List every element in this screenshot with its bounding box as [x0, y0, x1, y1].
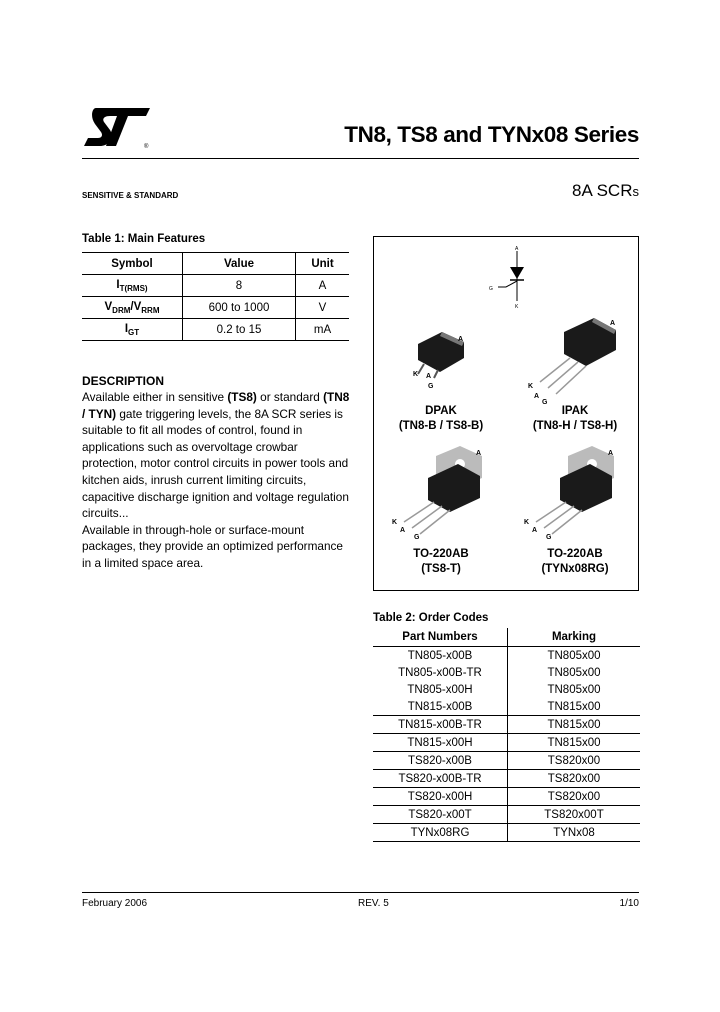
table1-caption: Table 1: Main Features: [82, 233, 206, 245]
table-row: TN805-x00B TN805x00: [373, 647, 640, 665]
table-row: TS820-x00B TS820x00: [373, 752, 640, 770]
svg-text:G: G: [489, 286, 493, 292]
table-row: TN815-x00H TN815x00: [373, 734, 640, 752]
footer-date: February 2006: [82, 898, 148, 909]
package-label-dpak: DPAK (TN8-B / TS8-B): [398, 405, 484, 432]
main-features-table: [82, 252, 349, 341]
category-label: SENSITIVE & STANDARD: [82, 191, 179, 200]
svg-text:A: A: [610, 320, 616, 327]
table-cell: V: [296, 297, 350, 319]
table-cell: 600 to 1000: [183, 297, 296, 319]
svg-text:G: G: [546, 534, 552, 541]
package-label-to220ab-ts8t: TO-220AB (TS8-T): [413, 548, 469, 575]
svg-text:K: K: [413, 371, 419, 378]
table-row: TYNx08RG TYNx08: [373, 824, 640, 842]
to220ab-ts8t-package-image: [388, 442, 488, 542]
svg-text:A: A: [426, 373, 432, 380]
table-row: $I_{GT}$ 0.2 to 15 mA: [82, 319, 349, 341]
svg-text:G: G: [542, 399, 548, 406]
svg-text:K: K: [515, 304, 519, 310]
table1-header: Unit: [296, 253, 350, 275]
table-row: TN815-x00B TN815x00: [373, 698, 640, 716]
table-cell: mA: [296, 319, 350, 341]
table-cell: A: [296, 275, 350, 297]
footer-revision: REV. 5: [358, 898, 389, 909]
footer-page-number: 1/10: [619, 898, 639, 909]
ipak-package-image: [524, 312, 624, 406]
svg-text:A: A: [476, 450, 482, 457]
table-row: TS820-x00T TS820x00T: [373, 806, 640, 824]
table-row: $V_{DRM}/V_{RRM}$ 600 to 1000 V: [82, 297, 349, 319]
table-row: TN805-x00B-TR TN805x00: [373, 664, 640, 681]
table1-header: Value: [183, 253, 296, 275]
svg-text:A: A: [515, 246, 519, 252]
package-label-ipak: IPAK (TN8-H / TS8-H): [532, 405, 618, 432]
table-row: TN815-x00B-TR TN815x00: [373, 716, 640, 734]
table-cell: 8: [183, 275, 296, 297]
table2-header: Marking: [551, 631, 597, 643]
product-type: 8A SCRs: [572, 181, 639, 200]
svg-text:A: A: [532, 527, 538, 534]
table-row: $I_{T(RMS)}$ 8 A: [82, 275, 349, 297]
order-codes-table: [373, 628, 640, 842]
footer-rule: [82, 892, 639, 893]
table2-header: Part Numbers: [373, 628, 508, 647]
table2-caption: Table 2: Order Codes: [373, 612, 489, 624]
st-logo: [82, 104, 152, 150]
svg-text:K: K: [524, 519, 530, 526]
scr-symbol-icon: [486, 243, 536, 309]
table-row: TN805-x00H TN805x00: [373, 681, 640, 698]
package-label-to220ab-tynx08rg: TO-220AB (TYNx08RG): [541, 548, 609, 575]
to220ab-tynx08rg-package-image: [520, 442, 620, 542]
svg-text:®: ®: [144, 144, 149, 150]
description-heading: DESCRIPTION: [82, 374, 165, 388]
table-row: TS820-x00H TS820x00: [373, 788, 640, 806]
svg-text:K: K: [528, 383, 534, 390]
table-row: TS820-x00B-TR TS820x00: [373, 770, 640, 788]
table-cell: 0.2 to 15: [183, 319, 296, 341]
dpak-package-image: [408, 330, 470, 390]
svg-text:G: G: [414, 534, 420, 541]
svg-text:K: K: [392, 519, 398, 526]
svg-text:A: A: [534, 393, 540, 400]
svg-text:A: A: [400, 527, 406, 534]
svg-text:G: G: [428, 383, 434, 390]
svg-text:A: A: [458, 336, 464, 343]
table1-header: Symbol: [82, 253, 183, 275]
document-title: TN8, TS8 and TYNx08 Series: [344, 122, 639, 147]
description-text: Available either in sensitive (TS8) or standard (TN8 / TYN) gate triggering levels, the 8A SCR series is suitable to fit all modes of control, found in applications such as overvoltage crowbar protection, motor control circuits in power tools and kitchen aids, inrush current limiting circuits, capacitive discharge ignition and voltage regulation circuits... Available in through-hole or surface-mount packages, they provide an optimized performance in a limited space area.: [82, 390, 350, 570]
header-rule: [82, 158, 639, 159]
svg-text:A: A: [608, 450, 614, 457]
